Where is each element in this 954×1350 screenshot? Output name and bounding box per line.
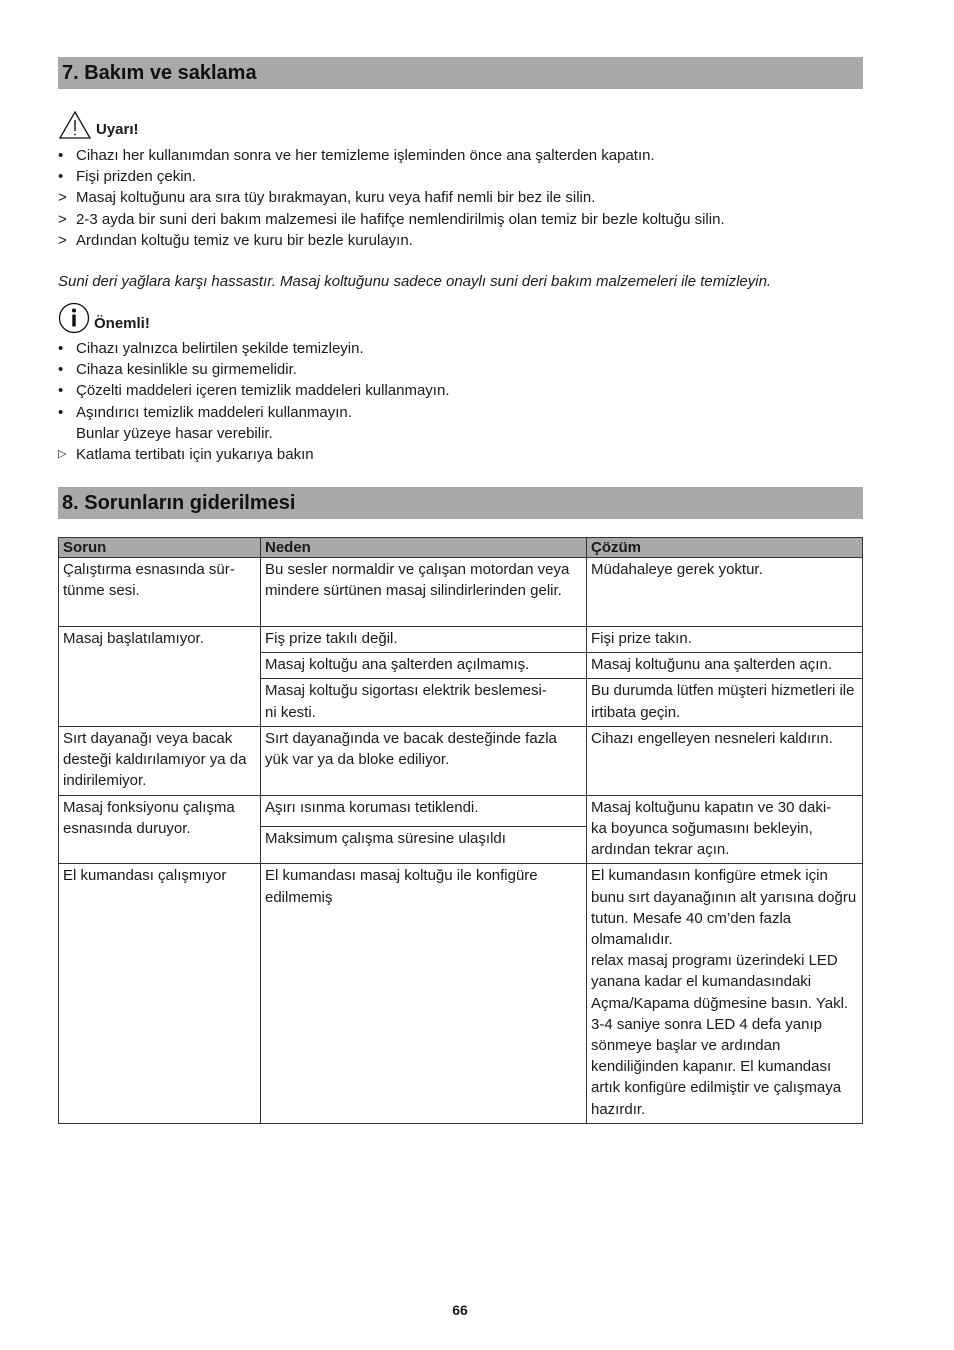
column-header-solution: Çözüm (587, 538, 863, 558)
section-8-heading: 8. Sorunların giderilmesi (58, 487, 863, 519)
list-item-text: Cihazı her kullanımdan sonra ve her temizleme işleminden önce ana şalterden kapatın. (76, 147, 655, 164)
list-item-text: Fişi prizden çekin. (76, 168, 197, 186)
list-marker: • (58, 382, 64, 400)
list-item-text: Cihazı yalnızca belirtilen şekilde temizleyin. (76, 340, 364, 357)
solution-cell: El kumandasın konfigüre etmek için bunu sırt dayanağının alt yarısına doğru tutun. Mesafe 40 cm’den fazla olmamalıdır. relax masaj programı üzerindeki LED yanana kadar el kumandasındaki Açma/Kapama düğmesine basın. Yakl. 3-4 saniye sonra LED 4 defa yanıp sönmeye başlar ve ardından kendiliğinden kapanır. El kumandası artık konfigüre edilmiştir ve çalışmaya hazırdır. (587, 864, 863, 1123)
cause-cell: Masaj koltuğu sigortası elektrik beslemesi- ni kesti. (261, 679, 587, 726)
list-item (58, 402, 878, 423)
list-item-text: 2-3 ayda bir suni deri bakım malzemesi ile hafifçe nemlendirilmiş olan temiz bir bezle koltuğu silin. (76, 210, 725, 228)
column-header-cause: Neden (261, 538, 587, 558)
list-marker: • (58, 403, 64, 421)
cause-cell: Maksimum çalışma süresine ulaşıldı (261, 826, 587, 864)
problem-cell: El kumandası çalışmıyor (59, 864, 261, 1123)
important-label: Önemli! (94, 315, 150, 332)
list-item (58, 444, 878, 465)
problem-cell: Çalıştırma esnasında sür- tünme sesi. (59, 558, 261, 627)
table-row (59, 864, 863, 1123)
solution-cell: Fişi prize takın. (587, 627, 863, 653)
problem-cell: Masaj başlatılamıyor. (59, 627, 261, 727)
problem-cell: Masaj fonksiyonu çalışma esnasında duruyor. (59, 795, 261, 864)
solution-cell: Masaj koltuğunu ana şalterden açın. (587, 653, 863, 679)
list-item (58, 209, 878, 230)
table-row (59, 795, 863, 826)
care-note: Suni deri yağlara karşı hassastır. Masaj koltuğunu sadece onaylı suni deri bakım malzemeleri ile temizleyin. (58, 273, 772, 290)
list-item-text: Katlama tertibatı için yukarıya bakın (76, 446, 314, 464)
problem-cell: Sırt dayanağı veya bacak desteği kaldırılamıyor ya da indirilemiyor. (59, 726, 261, 795)
solution-cell: Cihazı engelleyen nesneleri kaldırın. (587, 726, 863, 795)
important-callout-title (58, 302, 150, 334)
table-header-row (59, 538, 863, 558)
solution-cell: Masaj koltuğunu kapatın ve 30 daki- ka boyunca soğumasını bekleyin, ardından tekrar açın. (587, 795, 863, 864)
list-marker: • (58, 147, 64, 164)
warning-label: Uyarı! (96, 121, 139, 138)
list-item (58, 338, 878, 359)
column-header-problem: Sorun (59, 538, 261, 558)
table-row (59, 558, 863, 627)
cause-cell: Fiş prize takılı değil. (261, 627, 587, 653)
list-item-text: Aşındırıcı temizlik maddeleri kullanmayın. (76, 403, 352, 421)
list-marker: > (58, 231, 67, 249)
list-marker: > (58, 189, 67, 207)
table-row (59, 627, 863, 653)
section-7-heading: 7. Bakım ve saklama (58, 57, 863, 89)
page-number: 66 (452, 1302, 468, 1318)
list-marker: > (58, 210, 67, 228)
solution-cell: Müdahaleye gerek yoktur. (587, 558, 863, 627)
list-item (58, 359, 878, 380)
solution-cell: Bu durumda lütfen müşteri hizmetleri ile irtibata geçin. (587, 679, 863, 726)
list-item-text: Ardından koltuğu temiz ve kuru bir bezle kurulayın. (76, 231, 413, 249)
list-item-text: Cihaza kesinlikle su girmemelidir. (76, 361, 297, 379)
list-marker: • (58, 168, 64, 186)
warning-triangle-icon (58, 110, 92, 140)
cause-cell: Masaj koltuğu ana şalterden açılmamış. (261, 653, 587, 679)
list-item (58, 230, 878, 251)
warning-list (58, 145, 878, 251)
table-row (59, 726, 863, 795)
list-item (58, 187, 878, 208)
cause-cell: Bu sesler normaldir ve çalışan motordan veya mindere sürtünen masaj silindirlerinden gelir. (261, 558, 587, 627)
info-circle-icon (58, 302, 90, 334)
list-item (58, 145, 878, 166)
list-item (58, 166, 878, 187)
list-marker: • (58, 361, 64, 379)
cause-cell: Sırt dayanağında ve bacak desteğinde fazla yük var ya da bloke ediliyor. (261, 726, 587, 795)
list-item (58, 423, 878, 444)
troubleshooting-table (58, 537, 863, 1124)
warning-callout-title (58, 110, 139, 140)
list-marker: • (58, 340, 64, 357)
list-item-text: Masaj koltuğunu ara sıra tüy bırakmayan, kuru veya hafif nemli bir bez ile silin. (76, 189, 596, 207)
list-item-text: Bunlar yüzeye hasar verebilir. (76, 424, 273, 442)
cause-cell: El kumandası masaj koltuğu ile konfigüre edilmemiş (261, 864, 587, 1123)
cause-cell: Aşırı ısınma koruması tetiklendi. (261, 795, 587, 826)
list-marker: ▷ (58, 448, 67, 461)
important-list (58, 338, 878, 465)
list-item-text: Çözelti maddeleri içeren temizlik maddeleri kullanmayın. (76, 382, 450, 400)
list-item (58, 380, 878, 401)
